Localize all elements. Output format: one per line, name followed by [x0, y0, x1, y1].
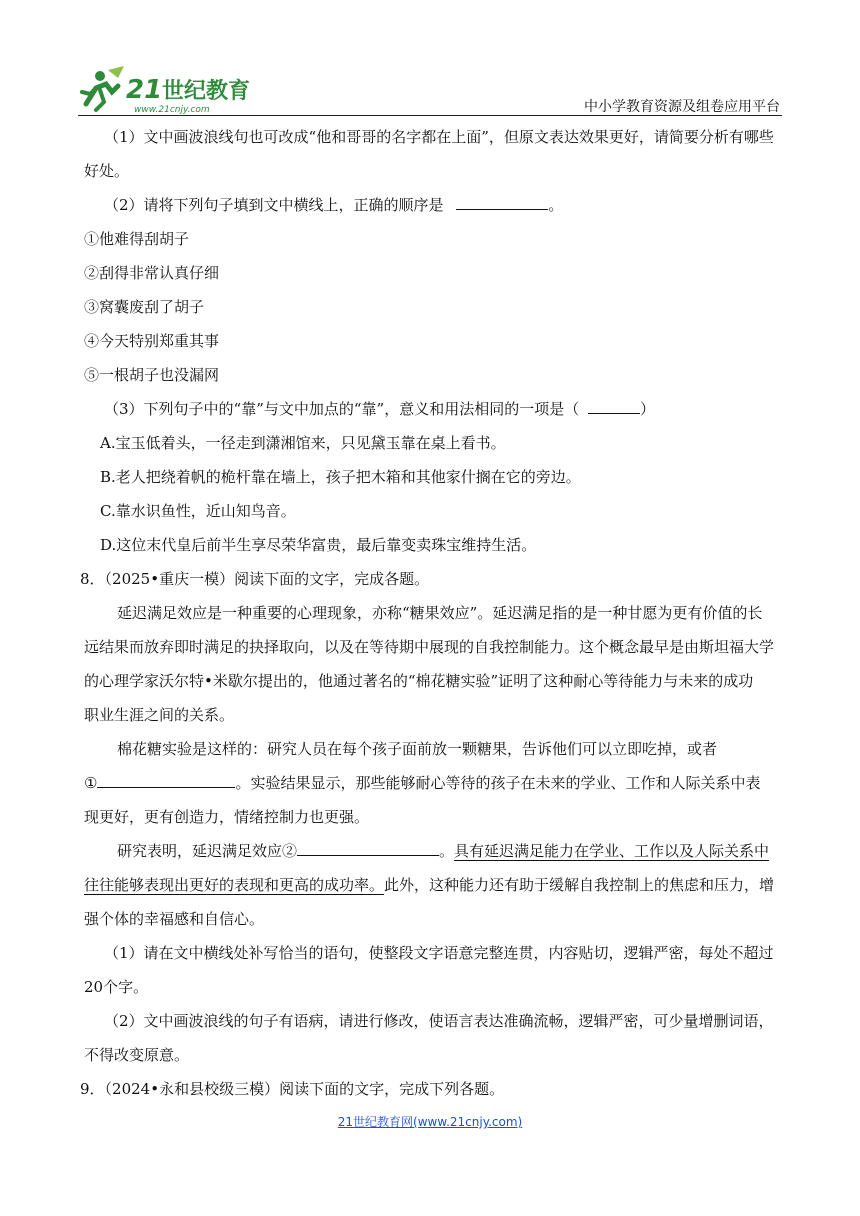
footer-link[interactable]: 21世纪教育网(www.21cnjy.com) [337, 1115, 523, 1129]
text-line [104, 399, 655, 419]
header-divider [78, 115, 782, 116]
text-line: 不得改变原意。 [84, 1046, 190, 1064]
answer-blank[interactable] [297, 841, 439, 856]
text-line: （2）文中画波浪线的句子有语病，请进行修改，使语言表达准确流畅，逻辑严密，可少量增删词语， [104, 1012, 774, 1030]
page-header [78, 64, 782, 116]
platform-title: 中小学教育资源及组卷应用平台 [584, 99, 780, 115]
answer-blank[interactable] [588, 399, 640, 414]
text-line: （1）请在文中横线处补写恰当的语句，使整段文字语意完整连贯，内容贴切，逻辑严密，每处不超过 [104, 944, 774, 962]
choice-d: D.这位末代皇后前半生享尽荣华富贵，最后靠变卖珠宝维持生活。 [100, 536, 537, 554]
question-text: （2）请将下列句子填到文中横线上，正确的顺序是 [104, 196, 444, 214]
punct: 。 [439, 842, 455, 860]
text-line [117, 841, 769, 861]
text-line: 的心理学家沃尔特•米歇尔提出的，他通过著名的“棉花糖实验”证明了这种耐心等待能力与未来的成功 [84, 672, 754, 690]
question-heading: 8．（2025•重庆一模）阅读下面的文字，完成各题。 [80, 570, 430, 588]
text-segment: 此外，这种能力还有助于缓解自我控制上的焦虑和压力，增 [384, 876, 775, 894]
logo [78, 64, 278, 116]
option-item: ⑤一根胡子也没漏网 [84, 366, 220, 384]
page-footer [0, 1113, 860, 1130]
question-text: （3）下列句子中的“靠”与文中加点的“靠”，意义和用法相同的一项是（ [104, 400, 580, 418]
text-line: 职业生涯之间的关系。 [84, 706, 235, 724]
text-line: 延迟满足效应是一种重要的心理现象，亦称“糖果效应”。延迟满足指的是一种甘愿为更有价值的长 [117, 604, 763, 622]
text-line: 棉花糖实验是这样的：研究人员在每个孩子面前放一颗糖果，告诉他们可以立即吃掉，或者 [117, 740, 718, 758]
text-segment: 研究表明，延迟满足效应② [117, 842, 298, 860]
text-line: 远结果而放弃即时满足的抉择取向，以及在等待期中展现的自我控制能力。这个概念最早是由斯坦福大学 [84, 638, 775, 656]
punct: ） [640, 400, 656, 418]
choice-c: C.靠水识鱼性，近山知鸟音。 [100, 502, 296, 520]
blank-marker: ① [84, 774, 98, 792]
answer-blank[interactable] [456, 195, 548, 210]
choice-b: B.老人把绕着帆的桅杆靠在墙上，孩子把木箱和其他家什搁在它的旁边。 [100, 468, 581, 486]
svg-text:世纪教育: 世纪教育 [162, 79, 251, 104]
punct: 。 [548, 196, 564, 214]
text-line: 现更好，更有创造力，情绪控制力也更强。 [84, 808, 370, 826]
option-item: ③窝囊废刮了胡子 [84, 298, 205, 316]
text-line: （1）文中画波浪线句也可改成“他和哥哥的名字都在上面”，但原文表达效果更好，请简要分析有哪些 [104, 128, 774, 146]
text-segment: 。实验结果显示，那些能够耐心等待的孩子在未来的学业、工作和人际关系中表 [235, 774, 761, 792]
svg-text:21: 21 [126, 75, 163, 105]
text-line: 好处。 [84, 162, 130, 180]
option-item: ②刮得非常认真仔细 [84, 264, 220, 282]
answer-blank[interactable] [97, 773, 235, 788]
text-line [84, 875, 774, 895]
wavy-sentence: 往往能够表现出更好的表现和更高的成功率。 [84, 876, 385, 894]
option-item: ④今天特别郑重其事 [84, 332, 220, 350]
choice-a: A.宝玉低着头，一径走到潇湘馆来，只见黛玉靠在桌上看书。 [100, 434, 506, 452]
text-line [104, 195, 563, 215]
text-line: 强个体的幸福感和自信心。 [84, 910, 265, 928]
svg-text:www.21cnjy.com: www.21cnjy.com [134, 105, 210, 115]
text-line [84, 773, 760, 793]
option-item: ①他难得刮胡子 [84, 230, 190, 248]
question-heading: 9．（2024•永和县校级三模）阅读下面的文字，完成下列各题。 [80, 1080, 505, 1098]
wavy-sentence: 具有延迟满足能力在学业、工作以及人际关系中 [454, 842, 770, 860]
text-line: 20个字。 [84, 978, 149, 996]
